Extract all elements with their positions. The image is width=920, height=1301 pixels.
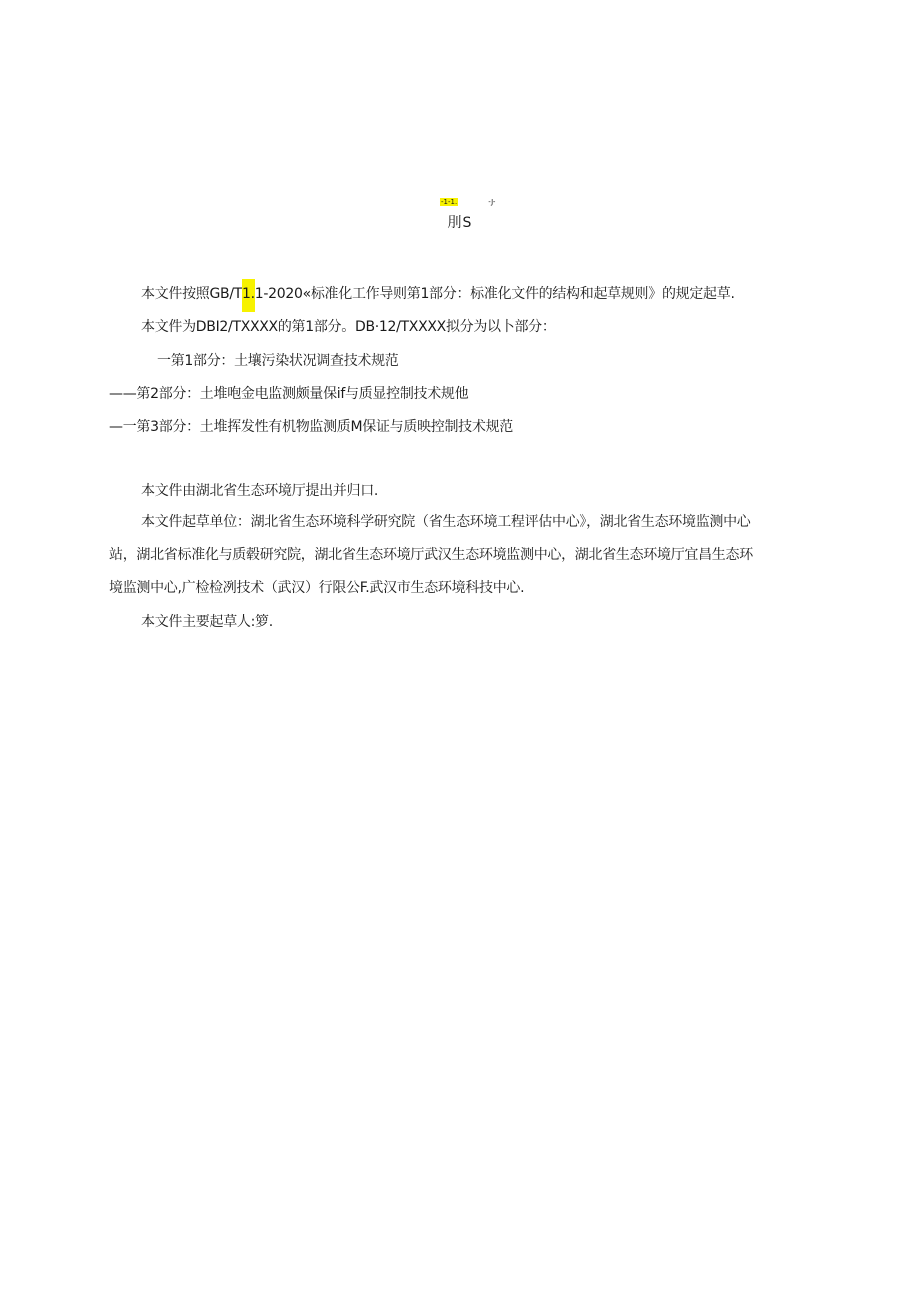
paragraph-proposer: 本文件由湖北省生态环境厅提出并归口.	[141, 483, 379, 499]
paragraph-drafting-units-line-1: 本文件起草单位：湖北省生态环境科学研究院（省生态环境工程评估中心》，湖北省生态环境监测中心	[141, 514, 751, 530]
paragraph-drafting-units-line-3: 境监测中心,广检检冽技术（武汉）行限公F.武汉市生态环境科技中心.	[109, 580, 525, 596]
highlighted-text: 1.	[242, 279, 255, 312]
section-title: 刖S	[447, 215, 473, 231]
header-mark-right: -J-	[488, 198, 496, 206]
header-mark-highlighted: -1-1.	[441, 198, 458, 206]
paragraph-document-parts: 本文件为DBI2/TXXXX的第1部分。DB·12/TXXXX拟分为以卜部分：	[141, 319, 556, 335]
header-marks	[440, 197, 495, 207]
paragraph-drafting-basis-end: 1-2020«标准化工作导则第1部分：标准化文件的结构和起草规则》的规定起草.	[254, 286, 735, 302]
paragraph-main-drafters: 本文件主要起草人:箩.	[141, 614, 273, 630]
paragraph-drafting-basis	[141, 284, 735, 304]
paragraph-drafting-basis-start: 本文件按照GB/T	[141, 286, 243, 302]
list-item-part-3: —一第3部分：土堆挥发性有机物监测质M保证与质映控制技术规范	[109, 419, 513, 435]
list-item-part-2: ——第2部分：土堆咆金电监测颇量保if与质显控制技术规他	[109, 386, 469, 402]
paragraph-drafting-units-line-2: 站，湖北省标准化与质毂研究院，湖北省生态环境厅武汉生态环境监测中心，湖北省生态环境厅宜昌生态环	[109, 547, 753, 563]
list-item-part-1: 一第1部分：土壤污染状况调查技术规范	[157, 353, 399, 369]
